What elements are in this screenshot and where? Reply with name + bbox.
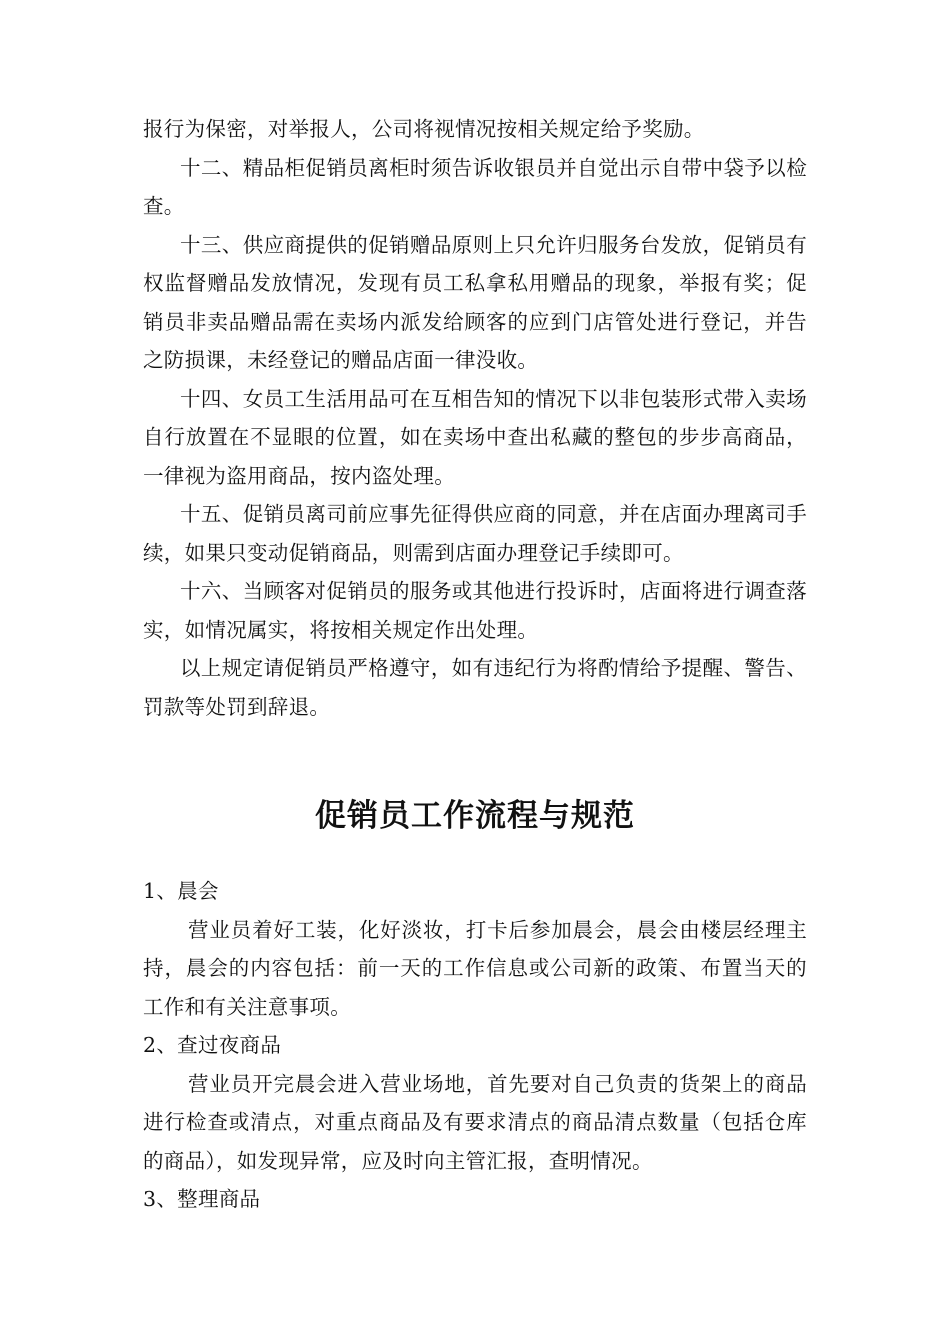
step-heading-2: 2、查过夜商品	[143, 1033, 282, 1057]
rule-paragraph-12: 十二、精品柜促销员离柜时须告诉收银员并自觉出示自带中袋予以检查。	[143, 155, 807, 218]
rule-paragraph-16: 十六、当顾客对促销员的服务或其他进行投诉时，店面将进行调查落实，如情况属实，将按相关规定作出处理。	[143, 579, 807, 642]
rule-paragraph-continued: 报行为保密，对举报人，公司将视情况按相关规定给予奖励。	[143, 117, 705, 141]
rule-paragraph-13: 十三、供应商提供的促销赠品原则上只允许归服务台发放，促销员有权监督赠品发放情况，发现有员工私拿私用赠品的现象，举报有奖；促销员非卖品赠品需在卖场内派发给顾客的应到门店管处进行登记，并告之防损课，未经登记的赠品店面一律没收。	[143, 232, 807, 372]
section-title: 促销员工作流程与规范	[315, 798, 635, 834]
rule-paragraph-15: 十五、促销员离司前应事先征得供应商的同意，并在店面办理离司手续，如果只变动促销商品，则需到店面办理登记手续即可。	[143, 502, 807, 565]
step-body-1: 营业员着好工装，化好淡妆，打卡后参加晨会，晨会由楼层经理主持，晨会的内容包括：前一天的工作信息或公司新的政策、布置当天的工作和有关注意事项。	[143, 917, 807, 1019]
rule-paragraph-14: 十四、女员工生活用品可在互相告知的情况下以非包装形式带入卖场自行放置在不显眼的位置，如在卖场中查出私藏的整包的步步高商品，一律视为盗用商品，按内盗处理。	[143, 386, 807, 488]
step-heading-1: 1、晨会	[143, 879, 219, 903]
step-heading-3: 3、整理商品	[143, 1187, 261, 1211]
rule-summary: 以上规定请促销员严格遵守，如有违纪行为将酌情给予提醒、警告、罚款等处罚到辞退。	[143, 656, 807, 719]
step-body-2: 营业员开完晨会进入营业场地，首先要对自己负责的货架上的商品进行检查或清点，对重点商品及有要求清点的商品清点数量（包括仓库的商品），如发现异常，应及时向主管汇报，查明情况。	[143, 1071, 807, 1173]
document-page	[143, 110, 807, 1219]
